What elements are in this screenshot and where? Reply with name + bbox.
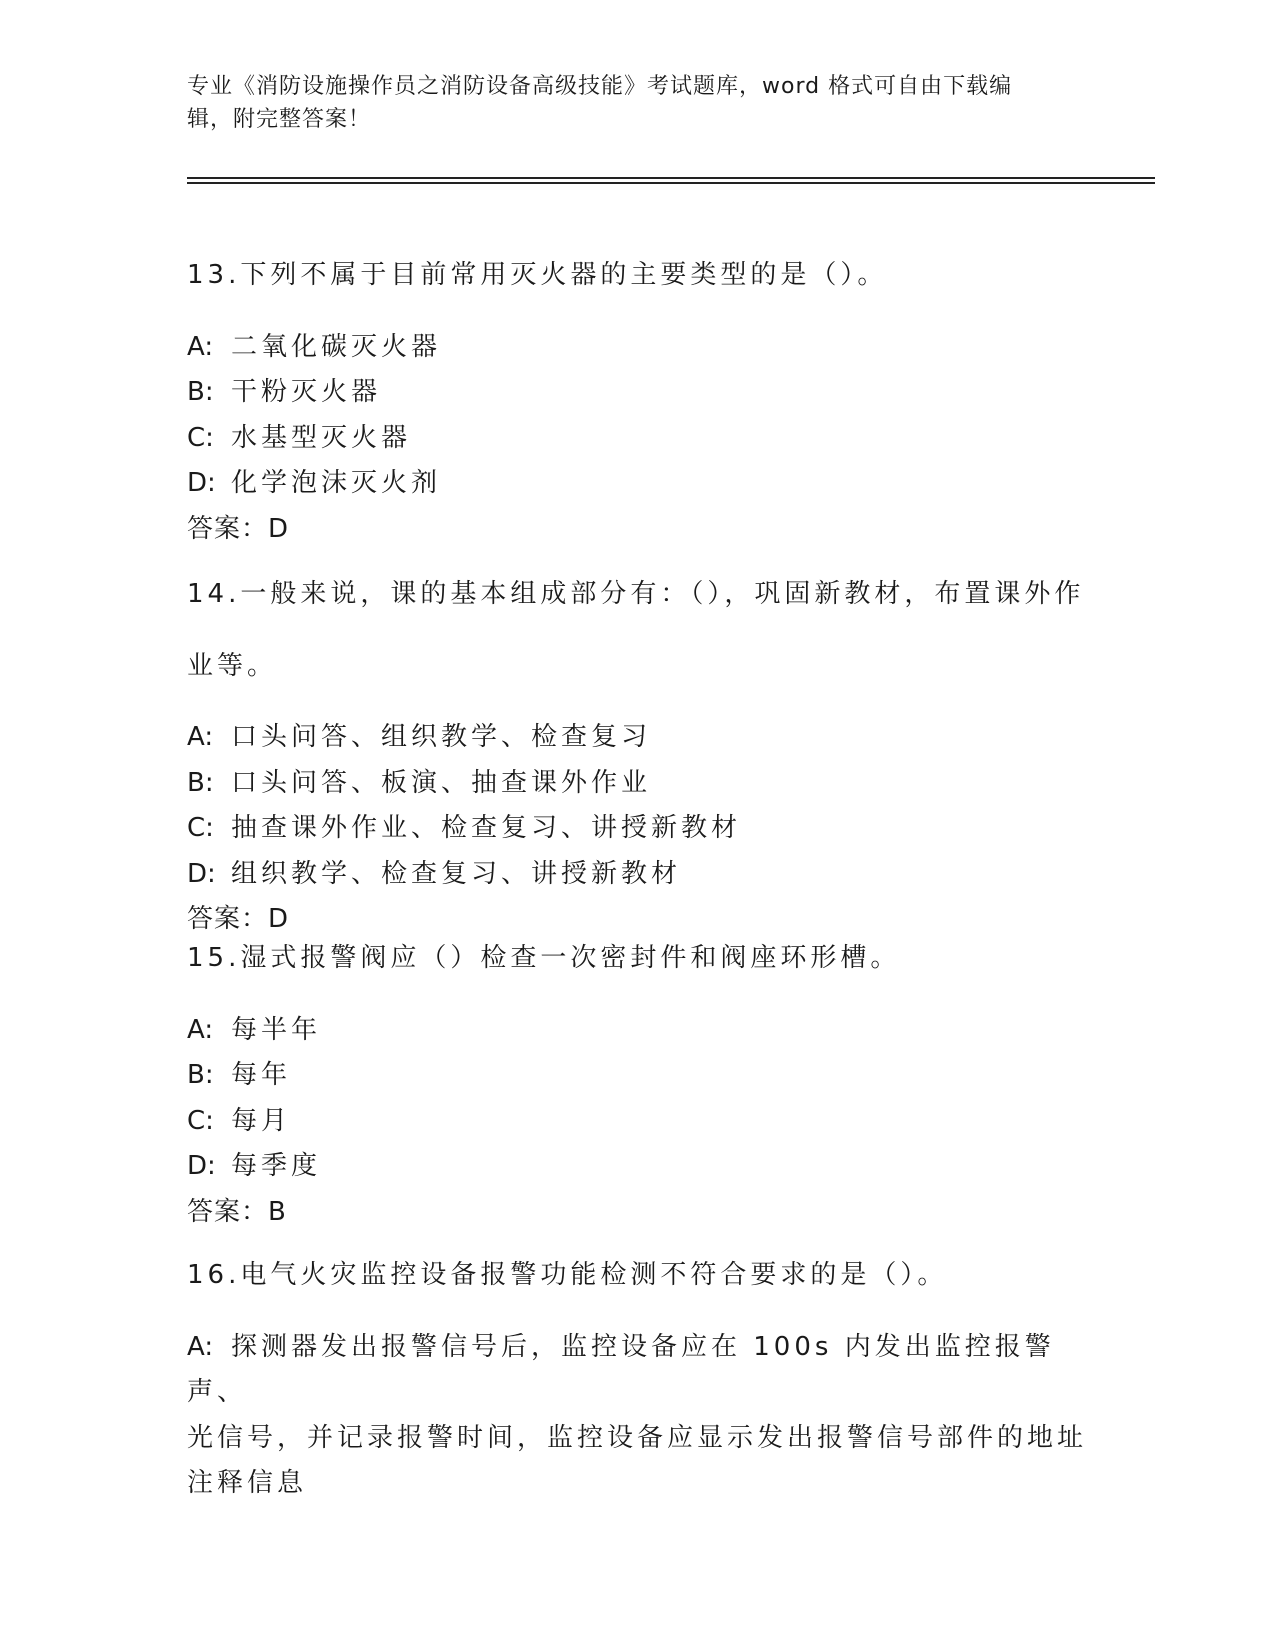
option-c — [187, 1099, 1087, 1145]
option-a — [187, 1325, 1087, 1416]
option-letter: D: — [187, 858, 216, 889]
option-text: 抽查课外作业、检查复习、讲授新教材 — [231, 813, 742, 843]
option-text: 干粉灭火器 — [231, 377, 382, 407]
option-a-continuation-2: 注释信息 — [187, 1468, 308, 1498]
question-stem-line-2: 业等。 — [187, 650, 278, 681]
question-stem: 15.湿式报警阀应（）检查一次密封件和阀座环形槽。 — [187, 943, 901, 973]
option-text: 每半年 — [231, 1014, 322, 1045]
option-letter: A: — [187, 1014, 214, 1045]
option-letter: C: — [187, 422, 214, 453]
option-letter: D: — [187, 468, 216, 498]
question-14 — [187, 546, 1087, 943]
option-a — [187, 1008, 1087, 1054]
option-text: 化学泡沫灭火剂 — [231, 468, 442, 498]
answer: 答案：D — [187, 904, 290, 934]
option-text: 口头问答、板演、抽查课外作业 — [231, 767, 652, 798]
document-header — [187, 70, 1087, 136]
option-c — [187, 806, 1087, 852]
question-stem-line-1: 14.一般来说，课的基本组成部分有：（），巩固新教材，布置课外作 — [187, 579, 1085, 609]
question-13 — [187, 227, 1087, 552]
option-text: 每月 — [231, 1105, 292, 1136]
question-16 — [187, 1227, 1087, 1507]
option-letter: A: — [187, 1331, 214, 1362]
option-d — [187, 461, 1087, 507]
option-letter: D: — [187, 1151, 216, 1181]
header-line-2: 辑，附完整答案！ — [187, 107, 372, 132]
question-stem: 16.电气火灾监控设备报警功能检测不符合要求的是（）。 — [187, 1260, 948, 1290]
question-stem: 13.下列不属于目前常用灭火器的主要类型的是（）。 — [187, 260, 888, 290]
option-letter: B: — [187, 377, 214, 407]
header-divider-top — [187, 177, 1155, 179]
header-divider-bottom — [187, 182, 1155, 184]
option-d — [187, 1144, 1087, 1190]
option-letter: C: — [187, 1105, 214, 1136]
option-text: 每年 — [231, 1060, 292, 1090]
answer: 答案：D — [187, 513, 290, 544]
answer: 答案：B — [187, 1196, 287, 1227]
option-a-continuation-1: 光信号，并记录报警时间，监控设备应显示发出报警信号部件的地址 — [187, 1422, 1088, 1453]
option-d — [187, 852, 1087, 898]
question-15 — [187, 910, 1087, 1235]
option-text: 每季度 — [231, 1151, 322, 1181]
option-b — [187, 1053, 1087, 1099]
option-b — [187, 761, 1087, 807]
option-letter: A: — [187, 331, 214, 362]
option-letter: B: — [187, 767, 214, 798]
option-c — [187, 416, 1087, 462]
option-b — [187, 370, 1087, 416]
option-letter: A: — [187, 722, 214, 752]
option-a — [187, 715, 1087, 761]
option-letter: C: — [187, 813, 214, 843]
option-text: 组织教学、检查复习、讲授新教材 — [231, 858, 682, 889]
header-line-1: 专业《消防设施操作员之消防设备高级技能》考试题库，word 格式可自由下载编 — [187, 74, 1013, 99]
option-text-line-1: 探测器发出报警信号后，监控设备应在 100s 内发出监控报警声、 — [187, 1331, 1055, 1407]
option-letter: B: — [187, 1060, 214, 1090]
option-a — [187, 325, 1087, 371]
option-text: 水基型灭火器 — [231, 422, 412, 453]
option-text: 口头问答、组织教学、检查复习 — [231, 722, 652, 752]
option-text: 二氧化碳灭火器 — [231, 331, 442, 362]
